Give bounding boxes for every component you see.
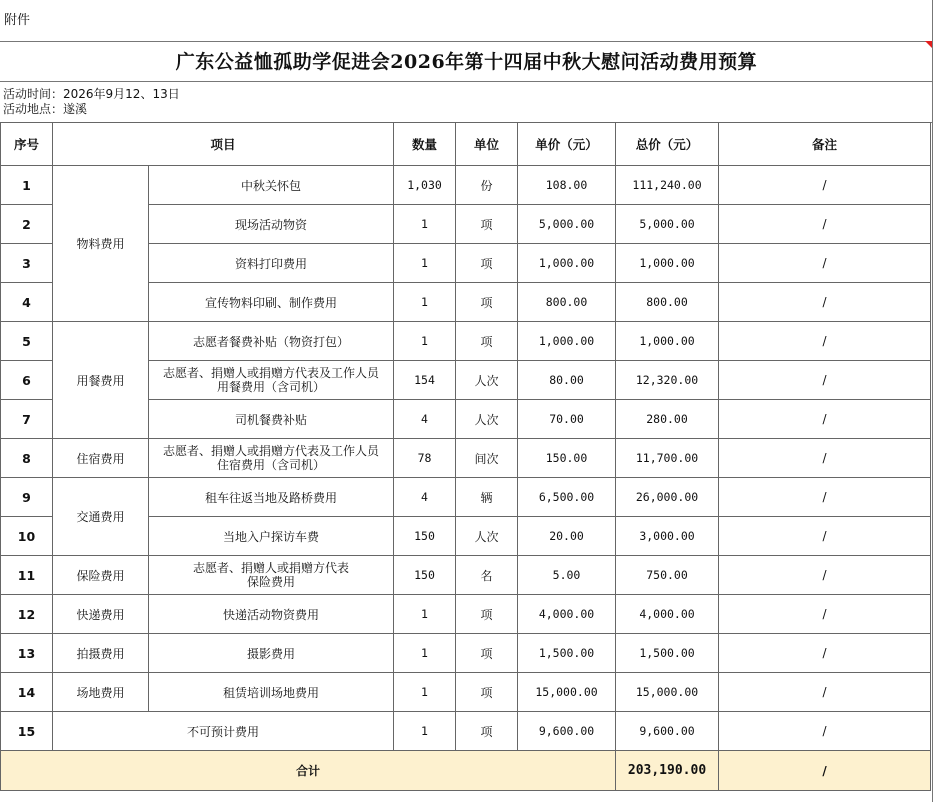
attachment-label: 附件 [0,0,933,42]
row-index: 11 [1,556,53,595]
item-line: 志愿者、捐赠人或捐赠方代表及工作人员 [163,366,380,380]
quantity-cell: 1 [394,283,456,322]
category-cell: 快递费用 [53,595,149,634]
remark-cell: / [719,517,931,556]
unit-price-cell: 800.00 [518,283,616,322]
row-index: 4 [1,283,53,322]
table-row [1,322,931,361]
quantity-cell: 1 [394,244,456,283]
total-cell: 1,000.00 [616,322,719,361]
item-cell: 现场活动物资 [149,205,394,244]
remark-cell: / [719,556,931,595]
remark-cell: / [719,439,931,478]
unit-price-cell: 6,500.00 [518,478,616,517]
total-cell: 26,000.00 [616,478,719,517]
item-cell: 租赁培训场地费用 [149,673,394,712]
activity-time: 活动时间：2026年9月12、13日 [3,87,180,101]
item-cell [149,556,394,595]
quantity-cell: 1 [394,634,456,673]
unit-price-cell: 5.00 [518,556,616,595]
budget-table [0,122,931,791]
unit-cell: 份 [456,166,518,205]
remark-cell: / [719,244,931,283]
category-cell: 场地费用 [53,673,149,712]
total-label: 合计 [1,751,616,791]
activity-location: 活动地点：遂溪 [3,102,88,116]
unit-cell: 项 [456,712,518,751]
table-row [1,712,931,751]
unit-cell: 项 [456,595,518,634]
header-unit: 单位 [456,123,518,166]
unit-price-cell: 150.00 [518,439,616,478]
item-cell: 租车往返当地及路桥费用 [149,478,394,517]
unit-price-cell: 108.00 [518,166,616,205]
quantity-cell: 78 [394,439,456,478]
item-cell: 快递活动物资费用 [149,595,394,634]
quantity-cell: 154 [394,361,456,400]
header-unit-price: 单价（元） [518,123,616,166]
total-amount: 203,190.00 [616,751,719,791]
quantity-cell: 1,030 [394,166,456,205]
unit-cell: 项 [456,673,518,712]
category-cell: 用餐费用 [53,322,149,439]
category-cell: 物料费用 [53,166,149,322]
total-cell: 11,700.00 [616,439,719,478]
unit-price-cell: 1,500.00 [518,634,616,673]
row-index: 6 [1,361,53,400]
table-row [1,673,931,712]
category-cell: 拍摄费用 [53,634,149,673]
total-cell: 9,600.00 [616,712,719,751]
remark-cell: / [719,712,931,751]
category-cell: 住宿费用 [53,439,149,478]
total-cell: 750.00 [616,556,719,595]
quantity-cell: 150 [394,517,456,556]
row-index: 9 [1,478,53,517]
remark-cell: / [719,166,931,205]
item-cell: 摄影费用 [149,634,394,673]
remark-cell: / [719,634,931,673]
remark-cell: / [719,400,931,439]
item-cell: 宣传物料印刷、制作费用 [149,283,394,322]
header-quantity: 数量 [394,123,456,166]
item-line: 用餐费用（含司机） [217,380,326,394]
unit-price-cell: 80.00 [518,361,616,400]
unit-cell: 辆 [456,478,518,517]
quantity-cell: 1 [394,205,456,244]
header-total-price: 总价（元） [616,123,719,166]
total-row [1,751,931,791]
unit-price-cell: 70.00 [518,400,616,439]
table-row [1,478,931,517]
row-index: 5 [1,322,53,361]
total-cell: 15,000.00 [616,673,719,712]
total-cell: 1,000.00 [616,244,719,283]
item-line: 住宿费用（含司机） [217,458,326,472]
unit-cell: 名 [456,556,518,595]
category-cell: 交通费用 [53,478,149,556]
table-row [1,556,931,595]
quantity-cell: 1 [394,322,456,361]
total-cell: 12,320.00 [616,361,719,400]
remark-cell: / [719,478,931,517]
total-cell: 1,500.00 [616,634,719,673]
activity-info [0,82,933,123]
unit-price-cell: 4,000.00 [518,595,616,634]
page-title: 广东公益恤孤助学促进会2026年第十四届中秋大慰问活动费用预算 [0,42,933,82]
total-remark: / [719,751,931,791]
total-cell: 280.00 [616,400,719,439]
item-cell: 志愿者餐费补贴（物资打包） [149,322,394,361]
header-index: 序号 [1,123,53,166]
item-cell: 资料打印费用 [149,244,394,283]
unit-cell: 人次 [456,361,518,400]
unit-price-cell: 20.00 [518,517,616,556]
table-row [1,439,931,478]
table-row [1,166,931,205]
total-cell: 5,000.00 [616,205,719,244]
item-cell: 当地入户探访车费 [149,517,394,556]
item-line: 保险费用 [247,575,296,589]
row-index: 10 [1,517,53,556]
quantity-cell: 150 [394,556,456,595]
remark-cell: / [719,283,931,322]
item-cell [149,361,394,400]
unit-cell: 项 [456,244,518,283]
quantity-cell: 1 [394,673,456,712]
unit-cell: 项 [456,634,518,673]
quantity-cell: 4 [394,478,456,517]
row-index: 15 [1,712,53,751]
item-cell: 中秋关怀包 [149,166,394,205]
table-row [1,634,931,673]
unit-price-cell: 9,600.00 [518,712,616,751]
item-line: 志愿者、捐赠人或捐赠方代表及工作人员 [163,444,380,458]
unit-cell: 项 [456,322,518,361]
header-item: 项目 [53,123,394,166]
row-index: 7 [1,400,53,439]
quantity-cell: 1 [394,595,456,634]
unit-cell: 人次 [456,517,518,556]
unit-price-cell: 1,000.00 [518,244,616,283]
category-cell: 保险费用 [53,556,149,595]
remark-cell: / [719,673,931,712]
unit-price-cell: 5,000.00 [518,205,616,244]
unit-price-cell: 1,000.00 [518,322,616,361]
total-cell: 111,240.00 [616,166,719,205]
item-cell: 不可预计费用 [53,712,394,751]
remark-cell: / [719,322,931,361]
total-cell: 3,000.00 [616,517,719,556]
unit-price-cell: 15,000.00 [518,673,616,712]
table-row [1,595,931,634]
unit-cell: 项 [456,283,518,322]
remark-cell: / [719,205,931,244]
row-index: 3 [1,244,53,283]
item-line: 志愿者、捐赠人或捐赠方代表 [193,561,350,575]
item-cell [149,439,394,478]
total-cell: 4,000.00 [616,595,719,634]
total-cell: 800.00 [616,283,719,322]
row-index: 12 [1,595,53,634]
row-index: 13 [1,634,53,673]
unit-cell: 人次 [456,400,518,439]
header-row [1,123,931,166]
row-index: 2 [1,205,53,244]
item-cell: 司机餐费补贴 [149,400,394,439]
quantity-cell: 4 [394,400,456,439]
header-remark: 备注 [719,123,931,166]
unit-cell: 项 [456,205,518,244]
row-index: 14 [1,673,53,712]
remark-cell: / [719,361,931,400]
remark-cell: / [719,595,931,634]
quantity-cell: 1 [394,712,456,751]
unit-cell: 间次 [456,439,518,478]
row-index: 1 [1,166,53,205]
row-index: 8 [1,439,53,478]
